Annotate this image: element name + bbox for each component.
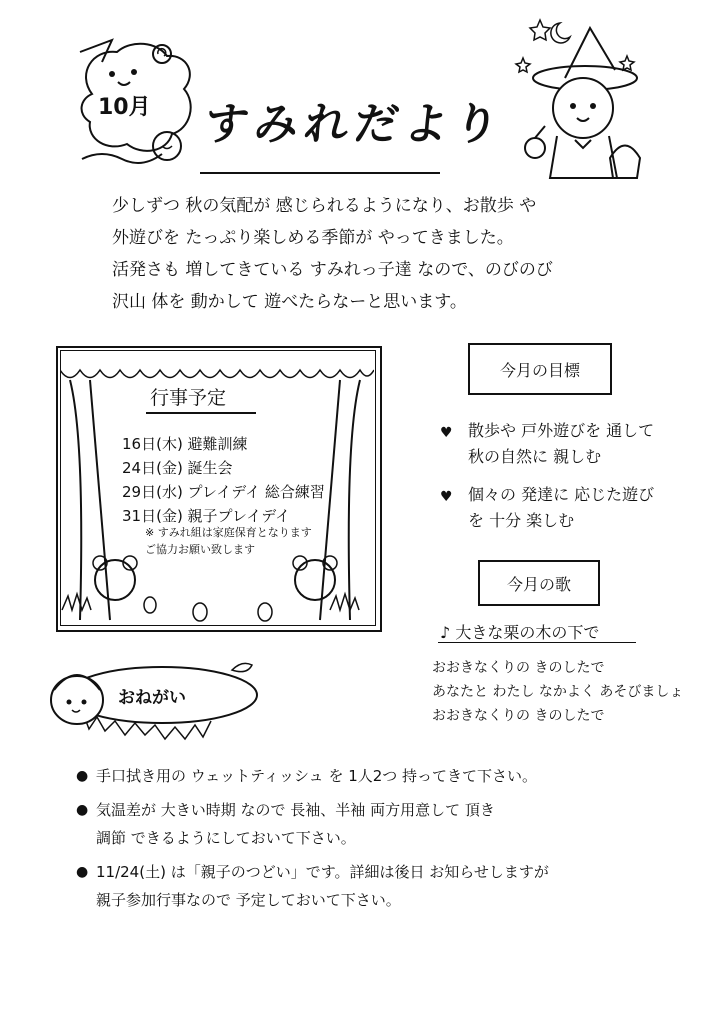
song-label: 今月の歌 (506, 574, 571, 594)
page-title: すみれだより (200, 99, 508, 150)
intro-line: 外遊びを たっぷり楽しめる季節が やってきました。 (112, 228, 514, 248)
request-line: 調節 できるようにしておいて下さい。 (96, 829, 356, 847)
request-item (76, 762, 676, 790)
intro-paragraph (112, 190, 632, 318)
song-lyrics (432, 656, 683, 728)
request-item (76, 858, 676, 914)
request-list (76, 762, 676, 920)
bullet-dot-icon: ● (76, 802, 89, 818)
lyric-line: あなたと わたし なかよく あそびましょ (432, 684, 684, 700)
intro-line: 少しずつ 秋の気配が 感じられるようになり、お散歩 や (112, 196, 537, 216)
request-label: おねがい (118, 688, 186, 708)
request-line: 11/24(土) は「親子のつどい」です。詳細は後日 お知らせしますが (96, 863, 549, 881)
heart-icon: ♥ (440, 425, 453, 441)
bullet-dot-icon: ● (76, 768, 89, 784)
music-note-icon: ♪ (440, 623, 451, 642)
events-note-line: ご協力お願い致します (145, 543, 255, 556)
goal-line: を 十分 楽しむ (468, 511, 575, 530)
song-label-box (478, 560, 600, 606)
song-title: 大きな栗の木の下で (455, 623, 600, 642)
bullet-dot-icon: ● (76, 864, 89, 880)
goal-line: 散歩や 戸外遊びを 通して (468, 421, 655, 440)
event-item: 29日(水) プレイデイ 総合練習 (122, 483, 325, 501)
witch-child-illustration (505, 8, 655, 188)
goal-line: 秋の自然に 親しむ (468, 447, 602, 466)
event-item: 31日(金) 親子プレイデイ (122, 507, 291, 525)
heart-icon: ♥ (440, 489, 453, 505)
request-line: 気温差が 大きい時期 なので 長袖、半袖 両方用意して 頂き (96, 801, 495, 819)
request-item (76, 796, 676, 852)
goal-label: 今月の目標 (499, 360, 580, 380)
lyric-line: おおきなくりの きのしたで (432, 660, 605, 676)
goal-item (440, 482, 710, 534)
song-title-row (440, 620, 599, 643)
goal-item (440, 418, 710, 470)
events-heading: 行事予定 (150, 387, 227, 409)
intro-line: 沢山 体を 動かして 遊べたらなーと思います。 (112, 292, 467, 312)
events-heading-underline (146, 412, 256, 414)
lyric-line: おおきなくりの きのしたで (432, 708, 605, 724)
month-badge: 10月 (98, 95, 151, 120)
song-title-underline (438, 642, 636, 643)
request-line: 手口拭き用の ウェットティッシュ を 1人2つ 持ってきて下さい。 (96, 767, 538, 785)
events-note (145, 524, 312, 558)
request-line: 親子参加行事なので 予定しておいて下さい。 (96, 891, 401, 909)
events-list (122, 432, 325, 528)
goal-line: 個々の 発達に 応じた遊び (468, 485, 655, 504)
event-item: 24日(金) 誕生会 (122, 459, 233, 477)
events-note-line: ※ すみれ組は家庭保育となります (145, 526, 312, 539)
event-item: 16日(木) 避難訓練 (122, 435, 248, 453)
goal-list (440, 418, 710, 546)
title-underline (200, 172, 440, 174)
intro-line: 活発さも 増してきている すみれっ子達 なので、のびのび (112, 260, 553, 280)
goal-label-box (468, 343, 612, 395)
